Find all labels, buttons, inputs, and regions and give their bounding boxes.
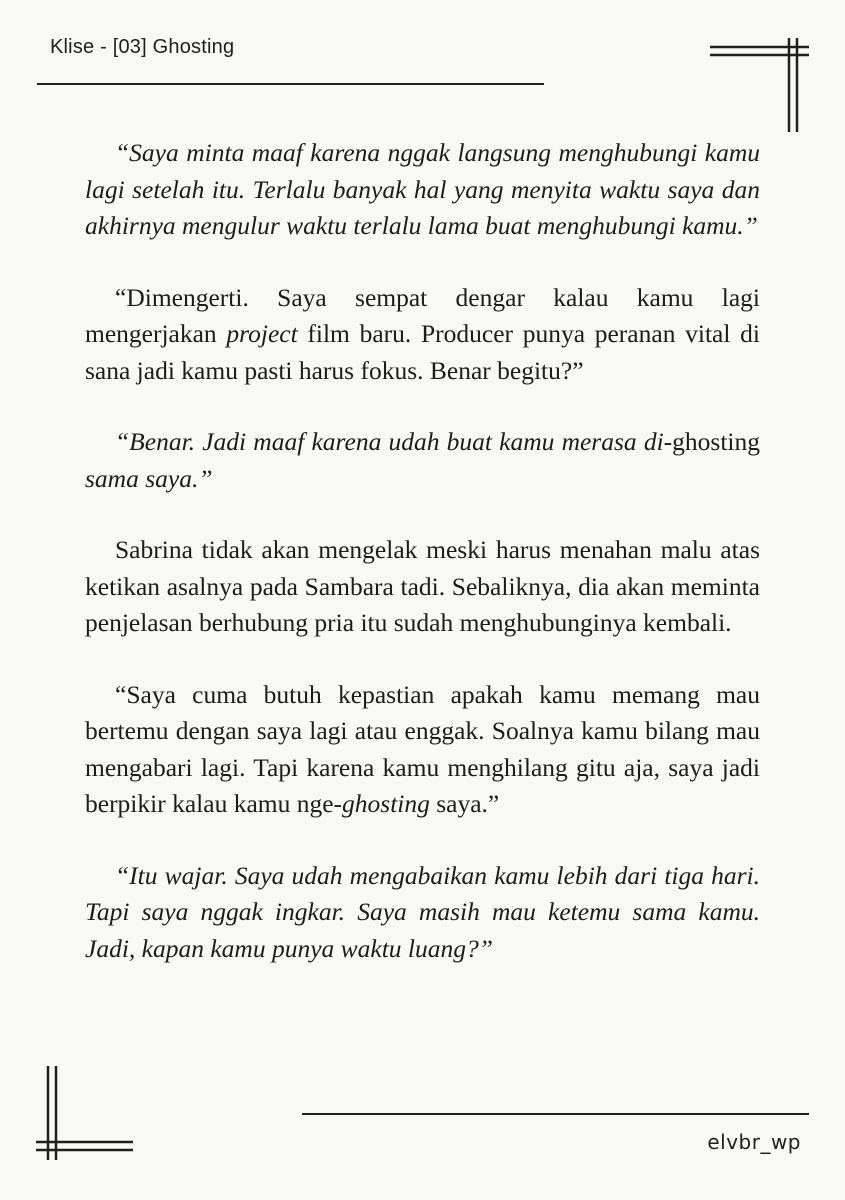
paragraph-text: “Saya cuma butuh kepastian apakah kamu memang mau bertemu dengan saya lagi atau enggak. Soalnya kamu bilang mau mengabari lagi. Tapi karena kamu menghilang gitu aja, saya jadi berpikir kalau kamu nge- <box>85 679 760 818</box>
corner-ornament-top-right <box>710 38 810 133</box>
paragraph-text: sama saya.” <box>85 463 213 493</box>
paragraph-text: film baru. Producer punya peranan vital di sana jadi kamu pasti harus fokus. Benar begitu?” <box>85 319 760 385</box>
corner-ornament-bottom-left <box>36 1066 136 1161</box>
story-body <box>85 135 760 1002</box>
story-paragraph <box>85 677 760 823</box>
paragraph-text: saya.” <box>429 789 500 818</box>
paragraph-text: project <box>226 319 298 348</box>
paragraph-text: “Benar. Jadi maaf karena udah buat kamu merasa di- <box>115 427 673 456</box>
story-paragraph <box>85 135 760 245</box>
footer-divider <box>302 1113 809 1115</box>
story-paragraph <box>85 424 760 497</box>
chapter-title: Klise - [03] Ghosting <box>50 36 235 58</box>
paragraph-text: “Saya minta maaf karena nggak langsung menghubungi kamu lagi setelah itu. Terlalu banyak hal yang menyita waktu saya dan akhirnya mengulur waktu terlalu lama buat menghubungi kamu.” <box>85 138 760 240</box>
story-paragraph <box>85 532 760 642</box>
paragraph-text: ghosting <box>342 789 430 818</box>
author-credit: elvbr_wp <box>707 1130 801 1154</box>
paragraph-text: ghosting <box>672 427 760 456</box>
paragraph-text: “Dimengerti. Saya sempat dengar kalau kamu lagi mengerjakan <box>85 282 760 348</box>
story-paragraph <box>85 858 760 968</box>
paragraph-text: Sabrina tidak akan mengelak meski harus menahan malu atas ketikan asalnya pada Sambara tadi. Sebaliknya, dia akan meminta penjelasan berhubung pria itu sudah menghubunginya kembali. <box>85 535 760 637</box>
paragraph-text: “Itu wajar. Saya udah mengabaikan kamu lebih dari tiga hari. Tapi saya nggak ingkar. Saya masih mau ketemu sama kamu. Jadi, kapan kamu punya waktu luang?” <box>85 860 760 963</box>
header-divider <box>37 83 544 85</box>
story-paragraph <box>85 280 760 390</box>
